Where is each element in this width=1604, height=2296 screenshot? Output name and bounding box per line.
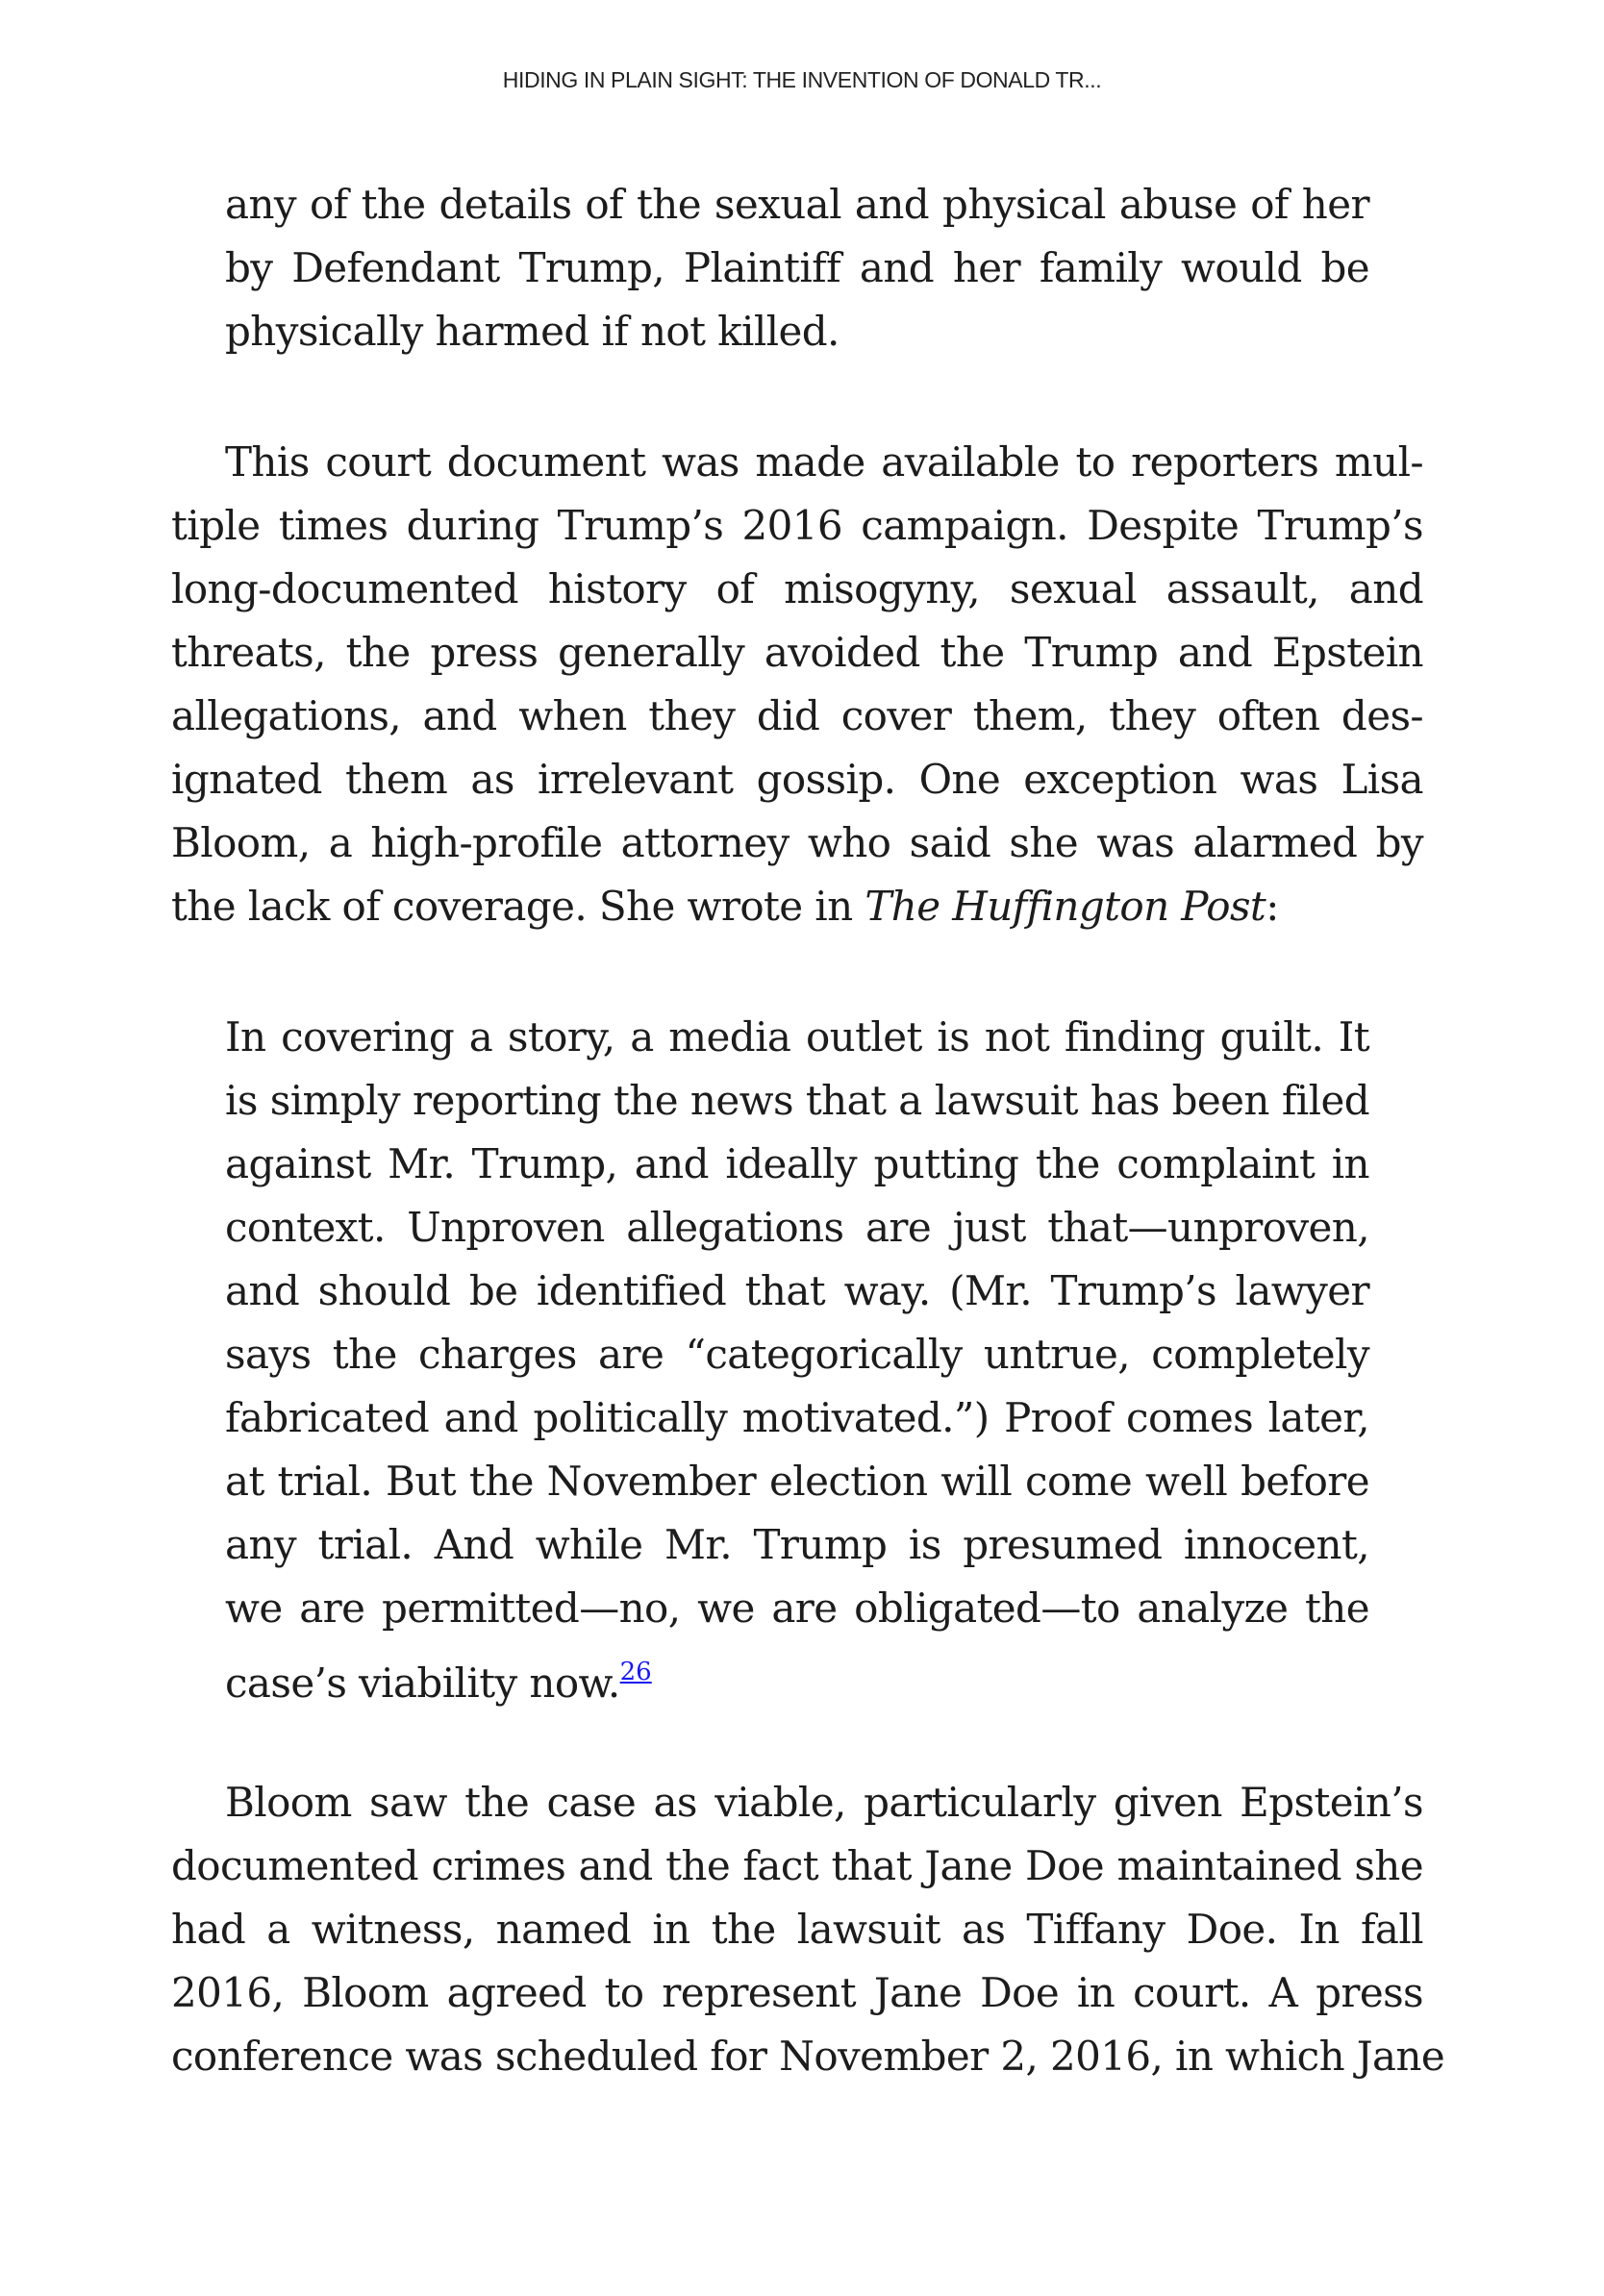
paragraph-gap [171,938,1423,1006]
quote-line: any of the details of the sexual and physical abuse of her [225,181,1369,228]
quote-line: against Mr. Trump, and ideally putting the complaint in [225,1140,1369,1187]
paragraph-court-document [171,431,1423,938]
quote-line: by Defendant Trump, Plaintiff and her family would be [225,244,1369,291]
paragraph-line: tiple times during Trump’s 2016 campaign. Despite Trump’s [171,502,1423,549]
quote-line: is simply reporting the news that a lawsuit has been filed [225,1077,1369,1124]
paragraph-line: ignated them as irrelevant gossip. One exception was Lisa [171,756,1423,803]
quote-line: we are permitted—no, we are obligated—to analyze the [225,1585,1369,1632]
quote-line: context. Unproven allegations are just that—unproven, [225,1204,1369,1251]
paragraph-line: Bloom saw the case as viable, particularly given Epstein’s [225,1779,1423,1826]
paragraph-gap [171,1704,1423,1771]
paragraph-line [171,875,1423,938]
paragraph-line: allegations, and when they did cover them, they often des- [171,692,1423,739]
paragraph-line: conference was scheduled for November 2, 2016, in which Jane [171,2033,1445,2080]
paragraph-text: : [1266,883,1279,930]
quote-line: and should be identified that way. (Mr. Trump’s lawyer [225,1267,1369,1314]
paragraph-line: had a witness, named in the lawsuit as Tiffany Doe. In fall [171,1906,1423,1953]
paragraph-line: long-documented history of misogyny, sexual assault, and [171,565,1423,612]
block-quote-complaint [171,173,1423,363]
quote-line [225,1640,1369,1707]
paragraph-line: 2016, Bloom agreed to represent Jane Doe in court. A press [171,1969,1423,2016]
quote-line: physically harmed if not killed. [225,308,840,355]
paragraph-bloom-case [171,1771,1445,2088]
quote-text: case’s viability now. [225,1660,620,1707]
quote-line: says the charges are “categorically untrue, completely [225,1331,1369,1378]
footnote-link[interactable]: 26 [619,1658,652,1686]
paragraph-line: documented crimes and the fact that Jane Doe maintained she [171,1842,1423,1889]
block-quote-bloom [171,1006,1423,1707]
quote-line: at trial. But the November election will come well before [225,1458,1369,1505]
book-page-text [171,173,1445,2088]
paragraph-line: Bloom, a high-profile attorney who said she was alarmed by [171,819,1423,866]
paragraph-gap [171,363,1423,431]
quote-line: In covering a story, a media outlet is not finding guilt. It [225,1013,1369,1061]
paragraph-line: This court document was made available to reporters mul- [225,438,1423,486]
quote-line: any trial. And while Mr. Trump is presumed innocent, [225,1521,1369,1568]
paragraph-text: the lack of coverage. She wrote in [171,883,865,930]
publication-title: The Huffington Post [865,883,1266,930]
quote-line: fabricated and politically motivated.”) Proof comes later, [225,1394,1369,1441]
running-header: HIDING IN PLAIN SIGHT: THE INVENTION OF DONALD TR... [502,67,1102,92]
paragraph-line: threats, the press generally avoided the Trump and Epstein [171,629,1423,676]
